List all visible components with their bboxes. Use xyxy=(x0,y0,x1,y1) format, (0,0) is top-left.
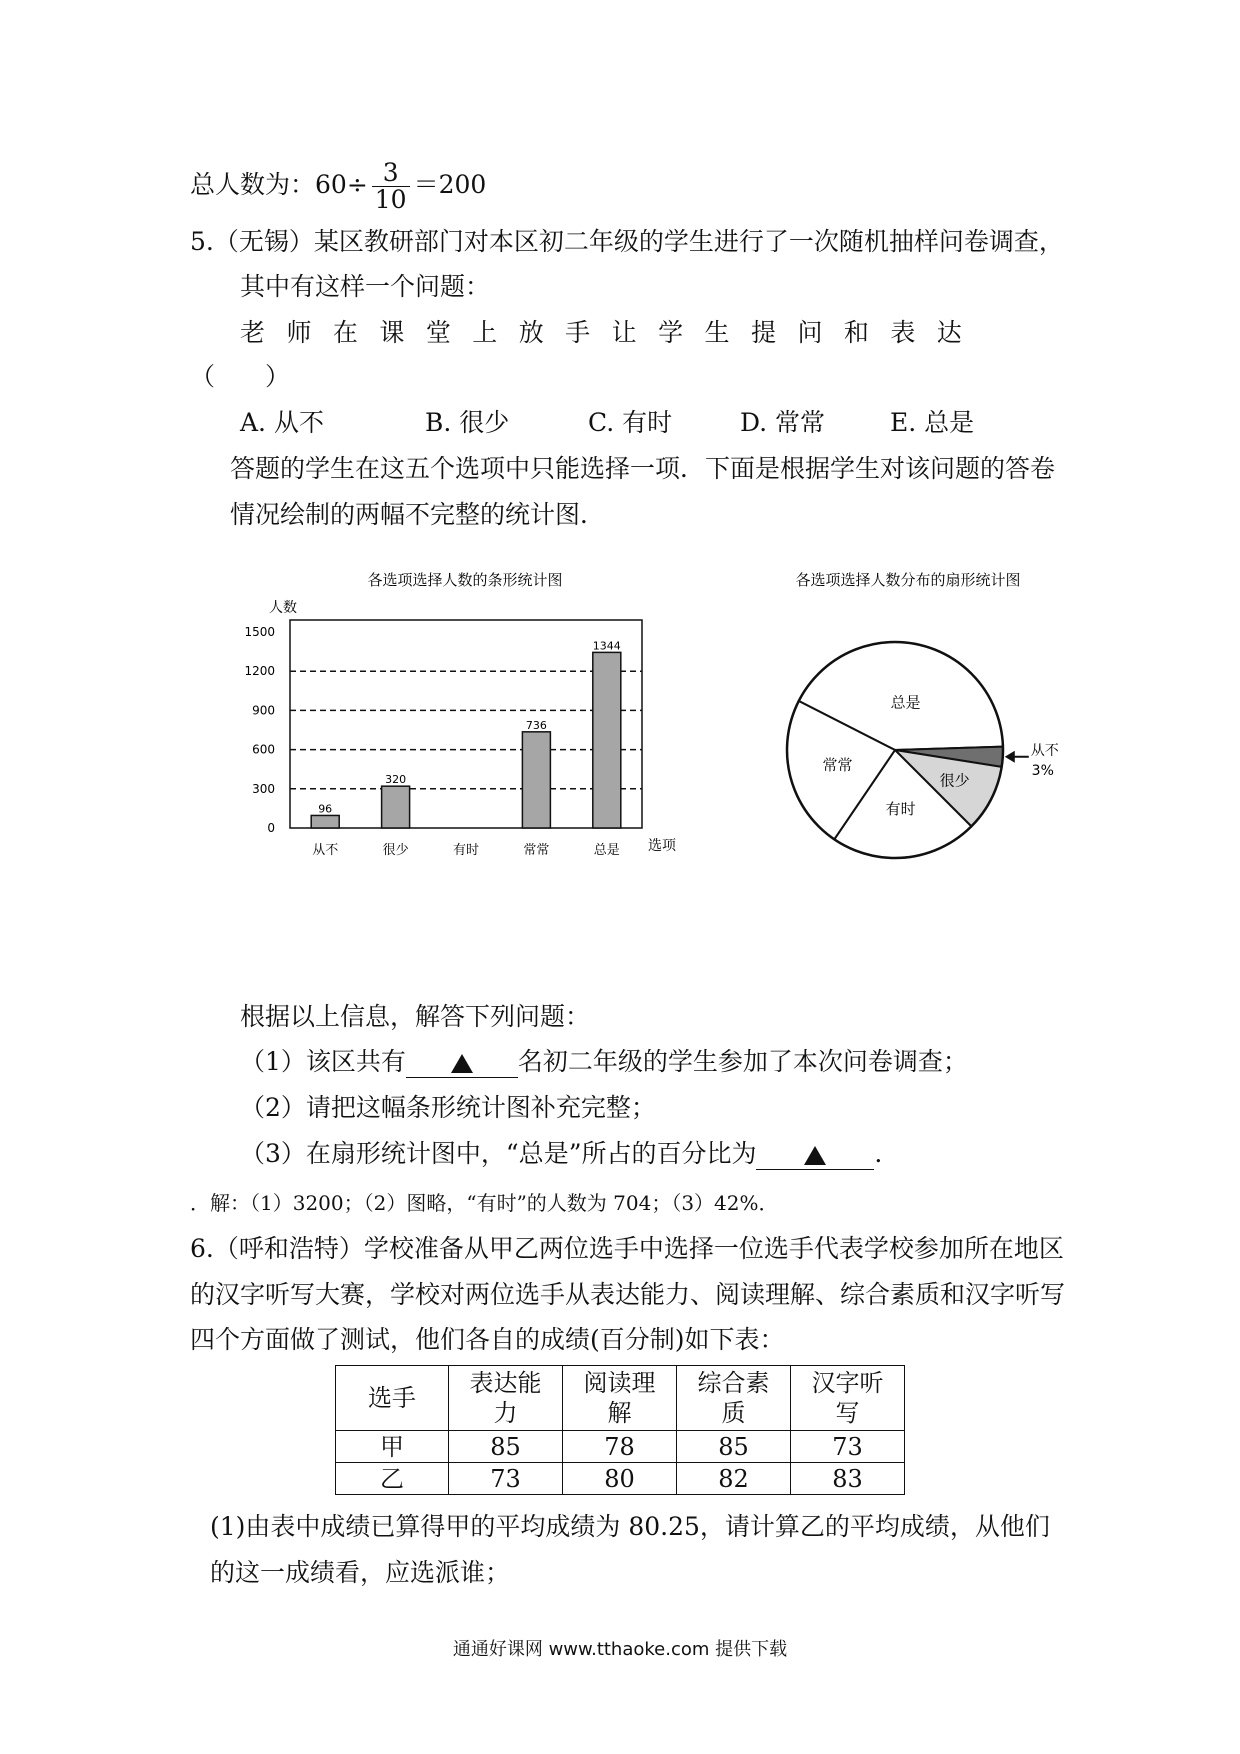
question-char: 让 xyxy=(611,318,637,347)
question-char: 学 xyxy=(658,318,684,347)
option-b: B. 很少 xyxy=(425,408,510,437)
q6-line-2: 的汉字听写大赛，学校对两位选手从表达能力、阅读理解、综合素质和汉字听写 xyxy=(190,1280,1066,1309)
q5-intro: 根据以上信息，解答下列问题： xyxy=(240,1002,591,1031)
triangle-icon xyxy=(804,1146,826,1165)
data-label: 736 xyxy=(525,718,547,732)
question-char: 表 xyxy=(890,318,916,347)
question-char: 放 xyxy=(518,318,544,347)
slice-label: 有时 xyxy=(885,800,916,819)
table-header-cell: 汉字听 写 xyxy=(791,1366,905,1431)
arrow-icon xyxy=(1005,751,1015,763)
table-cell: 85 xyxy=(449,1431,563,1463)
q5-subtitle: 其中有这样一个问题： xyxy=(240,272,491,301)
question-char: 提 xyxy=(750,318,776,347)
table-header-cell: 表达能 力 xyxy=(449,1366,563,1431)
q5-description-2: 情况绘制的两幅不完整的统计图． xyxy=(230,500,606,529)
sub-question-1: （1）该区共有 名初二年级的学生参加了本次问卷调查； xyxy=(240,1047,968,1076)
q5-title: 5.（无锡）某区教研部门对本区初二年级的学生进行了一次随机抽样问卷调查， xyxy=(190,227,1064,256)
question-char: 师 xyxy=(286,318,312,347)
slice-label: 很少 xyxy=(939,771,970,790)
x-tick-label: 从不 xyxy=(312,843,339,858)
bar xyxy=(593,652,621,828)
answer-blank xyxy=(406,1047,518,1078)
bar-chart xyxy=(244,560,690,870)
table-header-cell: 综合素 质 xyxy=(677,1366,791,1431)
option-a: A. 从不 xyxy=(240,408,324,437)
y-tick-label: 300 xyxy=(252,781,275,796)
y-tick-label: 900 xyxy=(252,703,275,718)
score-table xyxy=(335,1365,905,1495)
question-char: 问 xyxy=(797,318,823,347)
y-axis-label: 人数 xyxy=(269,600,297,616)
chart-title: 各选项选择人数的条形统计图 xyxy=(367,571,563,589)
answer-blank xyxy=(756,1139,874,1170)
bar xyxy=(311,815,339,828)
option-d: D. 常常 xyxy=(740,408,826,437)
q5-description-1: 答题的学生在这五个选项中只能选择一项．下面是根据学生对该问题的答卷 xyxy=(230,454,1056,483)
q6-line-3: 四个方面做了测试，他们各自的成绩(百分制)如下表： xyxy=(190,1325,785,1354)
option-c: C. 有时 xyxy=(588,408,673,437)
question-char: 和 xyxy=(843,318,869,347)
question-char: 在 xyxy=(332,318,358,347)
plot-frame xyxy=(290,620,642,828)
y-tick-label: 1500 xyxy=(244,625,275,639)
y-tick-label: 0 xyxy=(267,821,275,835)
q5-question xyxy=(240,316,962,350)
slice-label: 总是 xyxy=(890,693,921,712)
data-label: 320 xyxy=(385,773,407,787)
solution: ．解：（1）3200；（2）图略，“有时”的人数为 704；（3）42%． xyxy=(190,1191,779,1215)
table-cell: 82 xyxy=(677,1463,791,1495)
x-tick-label: 很少 xyxy=(382,843,409,858)
q5-answer-paren: （ ） xyxy=(190,362,291,391)
table-cell: 83 xyxy=(791,1463,905,1495)
table-header-cell: 选手 xyxy=(336,1366,449,1431)
slice-label: 从不 xyxy=(1030,742,1059,759)
table-row xyxy=(336,1463,905,1495)
x-tick-label: 总是 xyxy=(593,843,620,858)
q6-line-1: 6.（呼和浩特）学校准备从甲乙两位选手中选择一位选手代表学校参加所在地区 xyxy=(190,1234,1064,1263)
table-cell: 乙 xyxy=(336,1463,449,1495)
slice-percent: 3% xyxy=(1031,762,1054,779)
sub-question-2: （2）请把这幅条形统计图补充完整； xyxy=(240,1093,656,1122)
question-char: 上 xyxy=(472,318,498,347)
bar xyxy=(382,786,410,828)
q6-sub-1-a: (1)由表中成绩已算得甲的平均成绩为 80.25，请计算乙的平均成绩，从他们 xyxy=(210,1512,1050,1541)
question-char: 堂 xyxy=(425,318,451,347)
table-cell: 73 xyxy=(449,1463,563,1495)
table-header-cell: 阅读理 解 xyxy=(563,1366,677,1431)
table-cell: 甲 xyxy=(336,1431,449,1463)
pie-chart xyxy=(750,560,1080,870)
table-cell: 80 xyxy=(563,1463,677,1495)
footer: 通通好课网 www.tthaoke.com 提供下载 xyxy=(452,1639,788,1660)
sub-question-3: （3）在扇形统计图中，“总是”所占的百分比为 ． xyxy=(240,1139,900,1168)
fraction: $\frac{3}{10}$ xyxy=(372,160,410,213)
triangle-icon xyxy=(451,1054,473,1073)
y-tick-label: 1200 xyxy=(244,664,275,679)
data-label: 1344 xyxy=(592,639,621,653)
question-char: 生 xyxy=(704,318,730,347)
q6-sub-1-b: 的这一成绩看，应选派谁； xyxy=(210,1558,511,1587)
table-cell: 73 xyxy=(791,1431,905,1463)
table-header-row xyxy=(336,1366,905,1431)
total-formula: 总人数为：60÷ $\frac{3}{10}$ ＝200 xyxy=(190,158,487,214)
question-char: 手 xyxy=(565,318,591,347)
slice-label: 常常 xyxy=(822,755,853,774)
question-char: 达 xyxy=(936,318,962,347)
chart-title: 各选项选择人数分布的扇形统计图 xyxy=(795,571,1021,589)
option-e: E. 总是 xyxy=(890,408,975,437)
table-cell: 85 xyxy=(677,1431,791,1463)
table-cell: 78 xyxy=(563,1431,677,1463)
x-axis-label: 选项 xyxy=(648,838,676,854)
x-tick-label: 有时 xyxy=(452,843,480,858)
x-tick-label: 常常 xyxy=(523,843,550,858)
y-tick-label: 600 xyxy=(252,742,275,757)
question-char: 老 xyxy=(240,318,266,347)
question-char: 课 xyxy=(379,318,405,347)
table-row xyxy=(336,1431,905,1463)
data-label: 96 xyxy=(318,802,333,816)
bar xyxy=(522,732,550,828)
